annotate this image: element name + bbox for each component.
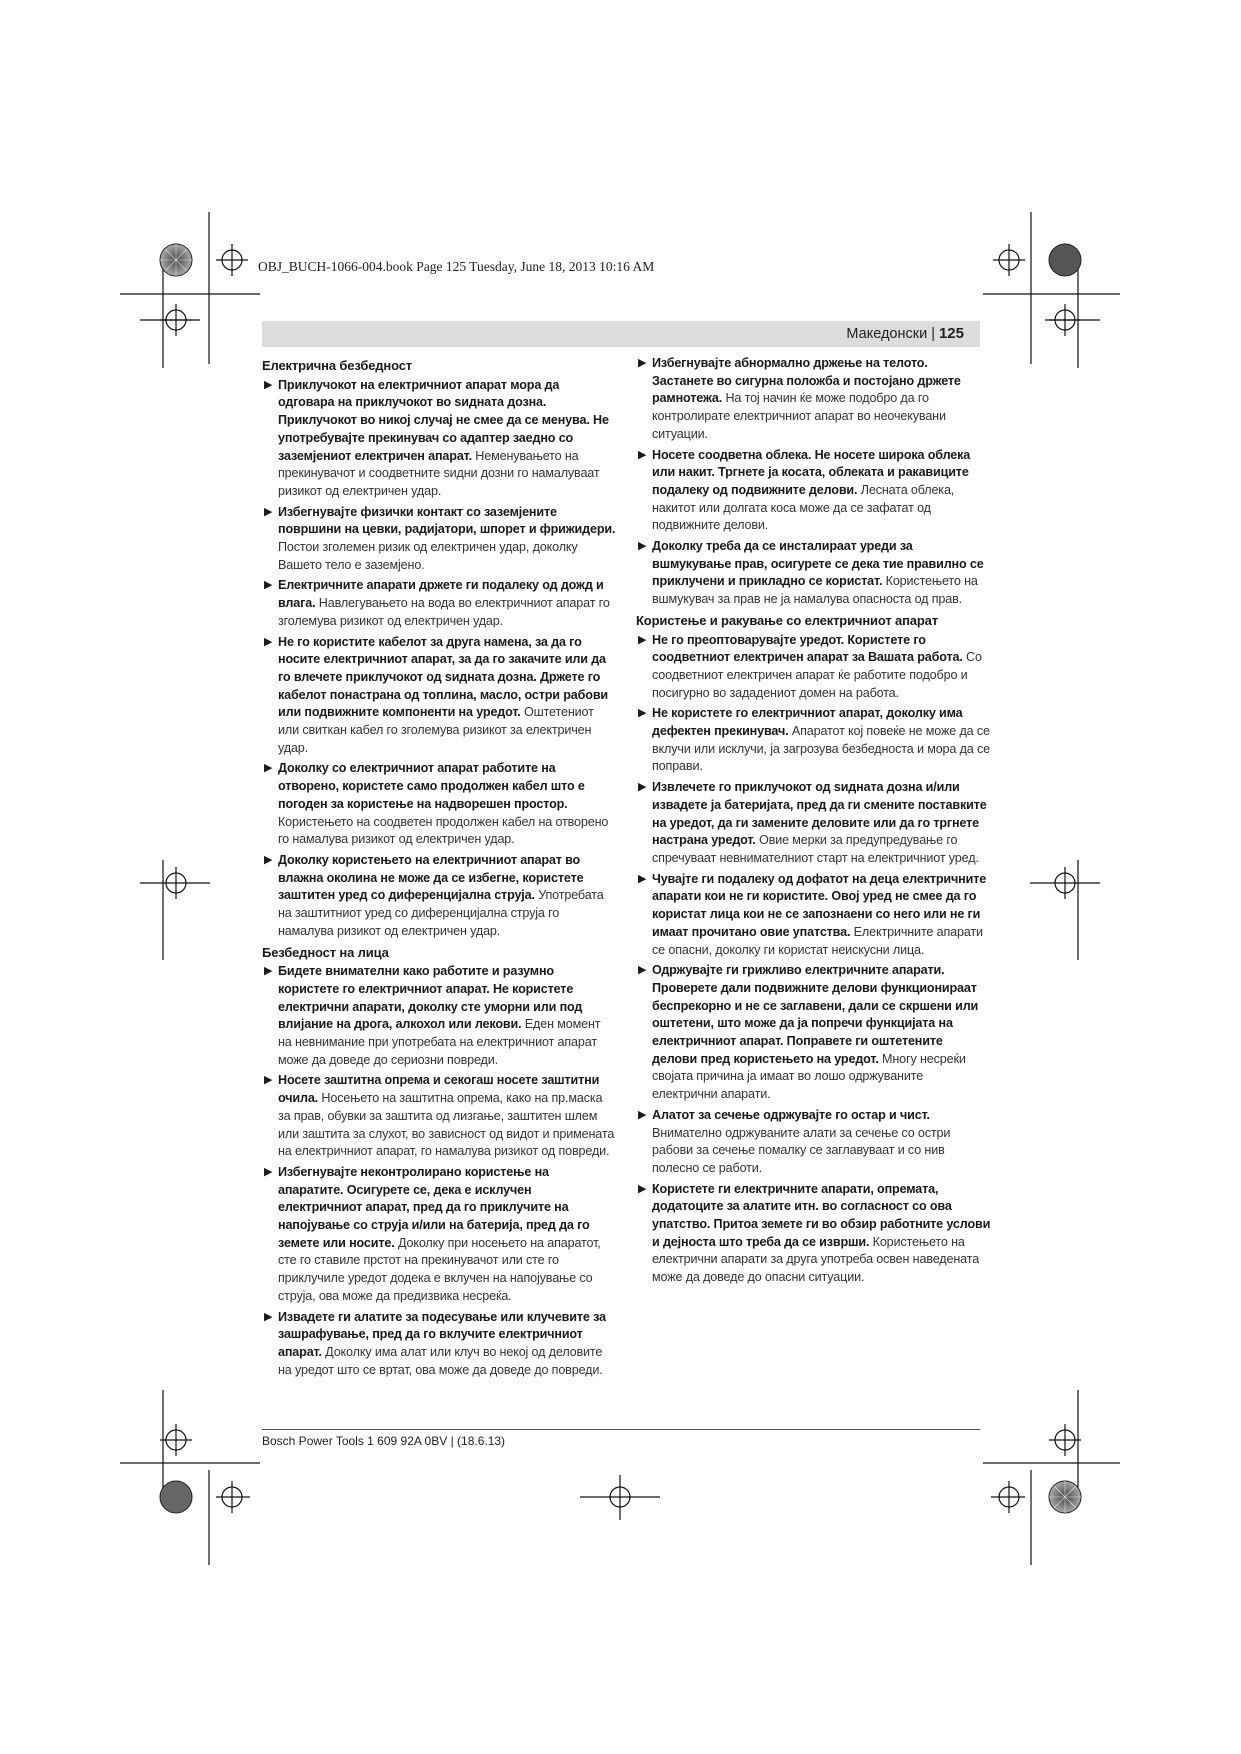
bullet-triangle-icon: ▶ <box>638 707 647 720</box>
bullet-triangle-icon: ▶ <box>638 1108 647 1121</box>
bullet-triangle-icon: ▶ <box>264 505 273 518</box>
footer-rule <box>262 1429 980 1430</box>
item-instruction: Носете соодветна облека. Не носете широка облека или накит. Тргнете ја косата, облеката и ракавиците подалеку од подвижните делови. <box>652 447 971 497</box>
header-language: Македонски <box>846 326 928 342</box>
item-instruction: Не го користите кабелот за друга намена, за да го носите електричниот апарат, за да го закачите или да го влечете приклучокот од ѕидната дозна. Држете го кабелот понастрана од топлина, масло, остри рабови или подвижните компоненти на уредот. <box>278 634 608 720</box>
item-explanation: Користењето на соодветен продолжен кабел на отворено го намалува ризикот од електричен удар. <box>278 814 609 847</box>
item-explanation: Неменувањето на прекинувачот и соодветните ѕидни дозни го намалуваат ризикот од електричен удар. <box>278 448 600 498</box>
safety-item <box>262 963 617 1069</box>
item-instruction: Доколку со електричниот апарат работите на отворено, користете само продолжен кабел што е погоден за користење на надворешен простор. <box>278 761 585 811</box>
bullet-triangle-icon: ▶ <box>264 762 273 775</box>
safety-item <box>262 634 617 758</box>
item-explanation: Постои зголемен ризик од електричен удар, доколку Вашето тело е заземјено. <box>278 540 578 572</box>
item-explanation: Апаратот кој повеќе не може да се вклучи или исклучи, ја загрозува безбедноста и мора да се поправи. <box>652 724 991 774</box>
item-instruction: Не користете го електричниот апарат, доколку има дефектен прекинувач. <box>652 706 963 739</box>
safety-item <box>636 1181 991 1287</box>
safety-item <box>262 1309 617 1380</box>
item-explanation: Овие мерки за предупредување го спречуваат невнимателниот старт на електричниот уред. <box>652 833 979 865</box>
bullet-triangle-icon: ▶ <box>638 1182 647 1195</box>
item-explanation: Носењето на заштитна опрема, како на пр.маска за прав, обувки за заштита од лизгање, заштитен шлем или заштита за слухот, во зависност од видот и примената на електричниот апарат, го намалува ризикот од повреди. <box>278 1091 615 1159</box>
item-explanation: На тој начин ќе може подобро да го контролирате електричниот апарат во неочекувани ситуации. <box>652 391 946 441</box>
section-title: Електрична безбедност <box>262 358 413 373</box>
item-instruction: Носете заштитна опрема и секогаш носете заштитни очила. <box>278 1073 600 1106</box>
safety-item <box>636 871 991 960</box>
bullet-triangle-icon: ▶ <box>638 540 647 553</box>
item-instruction: Електричните апарати држете ги подалеку од дожд и влага. <box>278 578 604 611</box>
item-explanation: Со соодветниот електричен апарат ќе работите подобро и посигурно во зададениот домен на работа. <box>652 650 982 700</box>
safety-item <box>262 577 617 630</box>
page-number: 125 <box>938 325 964 342</box>
bullet-triangle-icon: ▶ <box>264 1310 273 1323</box>
right-column <box>636 355 991 1290</box>
file-info: OBJ_BUCH-1066-004.book Page 125 Tuesday, June 18, 2013 10:16 AM <box>258 259 655 274</box>
item-instruction: Избегнувајте физички контакт со заземјените површини на цевки, радијатори, шпорет и фрижидери. <box>278 504 616 537</box>
bullet-triangle-icon: ▶ <box>264 965 273 978</box>
bullet-triangle-icon: ▶ <box>264 635 273 648</box>
left-column <box>262 355 617 1382</box>
item-explanation: Еден момент на невнимание при употребата на електричниот апарат може да доведе до сериозни повреди. <box>278 1017 601 1067</box>
safety-item <box>262 504 617 575</box>
bullet-triangle-icon: ▶ <box>638 872 647 885</box>
footer-text: Bosch Power Tools 1 609 92A 0BV | (18.6.13) <box>262 1434 506 1448</box>
section-title: Користење и ракување со електричниот апарат <box>636 612 938 628</box>
item-instruction: Приклучокот на електричниот апарат мора да одговара на приклучокот во ѕидната дозна. Приклучокот во никој случај не смее да се менува. Не употребувајте прекинувач со адаптер заедно со заземјениот електричен апарат. <box>278 377 609 463</box>
item-instruction: Чувајте ги подалеку од дофатот на деца електричните апарати кои не ги користите. Овој уред не смее да го користат лица кои не се запознаени со него или не ги имаат прочитано овие упатства. <box>652 871 987 939</box>
bullet-triangle-icon: ▶ <box>264 579 273 592</box>
item-explanation: Електричните апарати се опасни, доколку ги користат неискусни лица. <box>652 924 983 957</box>
item-instruction: Доколку треба да се инсталираат уреди за вшмукување прав, осигурете се дека тие правилно се приклучени и прикладно се користат. <box>652 539 984 589</box>
safety-item <box>636 962 991 1104</box>
bullet-triangle-icon: ▶ <box>638 357 647 369</box>
safety-item <box>636 632 991 703</box>
item-explanation: Лесната облека, накитот или долгата коса може да се зафатат од подвижните делови. <box>652 482 955 533</box>
item-explanation: Користењето на вшмукувач за прав не ја намалува опасноста од прав. <box>652 574 978 607</box>
safety-item <box>262 760 617 849</box>
safety-item <box>636 447 991 536</box>
item-explanation: Користењето на електрични апарати за друга употреба освен наведената може да доведе до опасни ситуации. <box>652 1234 980 1285</box>
item-explanation: Оштетениот или свиткан кабел го зголемува ризикот за електричен удар. <box>278 705 594 755</box>
safety-item <box>636 705 991 776</box>
bullet-triangle-icon: ▶ <box>264 1074 273 1087</box>
bullet-triangle-icon: ▶ <box>264 378 273 391</box>
bullet-triangle-icon: ▶ <box>264 853 273 866</box>
bullet-triangle-icon: ▶ <box>264 1165 273 1178</box>
item-instruction: Не го преоптоварувајте уредот. Користете го соодветниот електричен апарат за Вашата работа. <box>652 632 963 665</box>
item-instruction: Избегнувајте абнормално држење на телото. Застанете во сигурна положба и постојано држете рамнотежа. <box>652 356 961 406</box>
item-explanation: Навлегувањето на вода во електричниот апарат го зголемува ризикот од електричен удар. <box>278 596 610 628</box>
page-header <box>262 321 980 347</box>
safety-item <box>262 852 617 941</box>
item-instruction: Извлечете го приклучокот од ѕидната дозна и/или извадете ја батеријата, пред да ги смените поставките на уредот, да ги замените деловите или да го тргнете настрана уредот. <box>652 780 987 848</box>
item-instruction: Доколку користењето на електричниот апарат во влажна околина не може да се избегне, користете заштитен уред со диференцијална струја. <box>278 852 584 903</box>
safety-item <box>636 355 991 444</box>
item-instruction: Избегнувајте неконтролирано користење на апаратите. Осигурете се, дека е исклучен електричниот апарат, пред да го приклучите на напојување со струја и/или на батерија, пред да го земете или носите. <box>278 1164 590 1250</box>
item-instruction: Извадете ги алатите за подесување или клучевите за зашрафување, пред да го вклучите електричниот апарат. <box>278 1309 606 1359</box>
item-instruction: Бидете внимателни како работите и разумно користете го електричниот апарат. Не користете електрични апарати, доколку сте уморни или под влијание на дрога, алкохол или лекови. <box>278 964 583 1032</box>
item-instruction: Алатот за сечење одржувајте го остар и чист. <box>652 1107 930 1122</box>
item-instruction: Одржувајте ги грижливо електричните апарати. Проверете дали подвижните делови функционираат беспрекорно и не се заглавени, дали се скршени или оштетени, што може да ја попречи функцијата на електричниот апарат. Поправете ги оштетените делови пред користењето на уредот. <box>652 963 979 1066</box>
bullet-triangle-icon: ▶ <box>638 633 647 646</box>
safety-item <box>262 1072 617 1161</box>
safety-item <box>262 377 617 501</box>
item-explanation: Употребата на заштитниот уред со диференцијална струја го намалува ризикот од електричен удар. <box>278 888 604 938</box>
bullet-triangle-icon: ▶ <box>638 964 647 977</box>
bullet-triangle-icon: ▶ <box>638 448 647 461</box>
safety-item <box>636 1107 991 1178</box>
item-explanation: Доколку има алат или клуч во некој од деловите на уредот што се вртат, ова може да доведе до повреди. <box>278 1344 603 1377</box>
item-explanation: Внимателно одржуваните алати за сечење со остри рабови за сечење помалку се заглавуваат и со нив полесно се работи. <box>652 1125 951 1175</box>
item-instruction: Користете ги електричните апарати, опремата, додатоците за алатите итн. во согласност со ова упатство. Притоа земете ги во обзир работните услови и дејноста што треба да се изврши. <box>652 1181 991 1249</box>
safety-item <box>636 779 991 868</box>
header-text: Македонски | 125 <box>846 325 964 342</box>
bullet-triangle-icon: ▶ <box>638 781 647 794</box>
section-title: Безбедност на лица <box>262 944 389 960</box>
safety-item <box>636 538 991 609</box>
item-explanation: Доколку при носењето на апаратот, сте го ставиле прстот на прекинувачот или сте го приклучиле уредот додека е вклучен на напојување со струја, ова може да предизвика несреќа. <box>278 1235 601 1303</box>
item-explanation: Многу несреќи својата причина ја имаат во лошо одржуваните електрични апарати. <box>652 1051 966 1102</box>
safety-item <box>262 1164 617 1306</box>
